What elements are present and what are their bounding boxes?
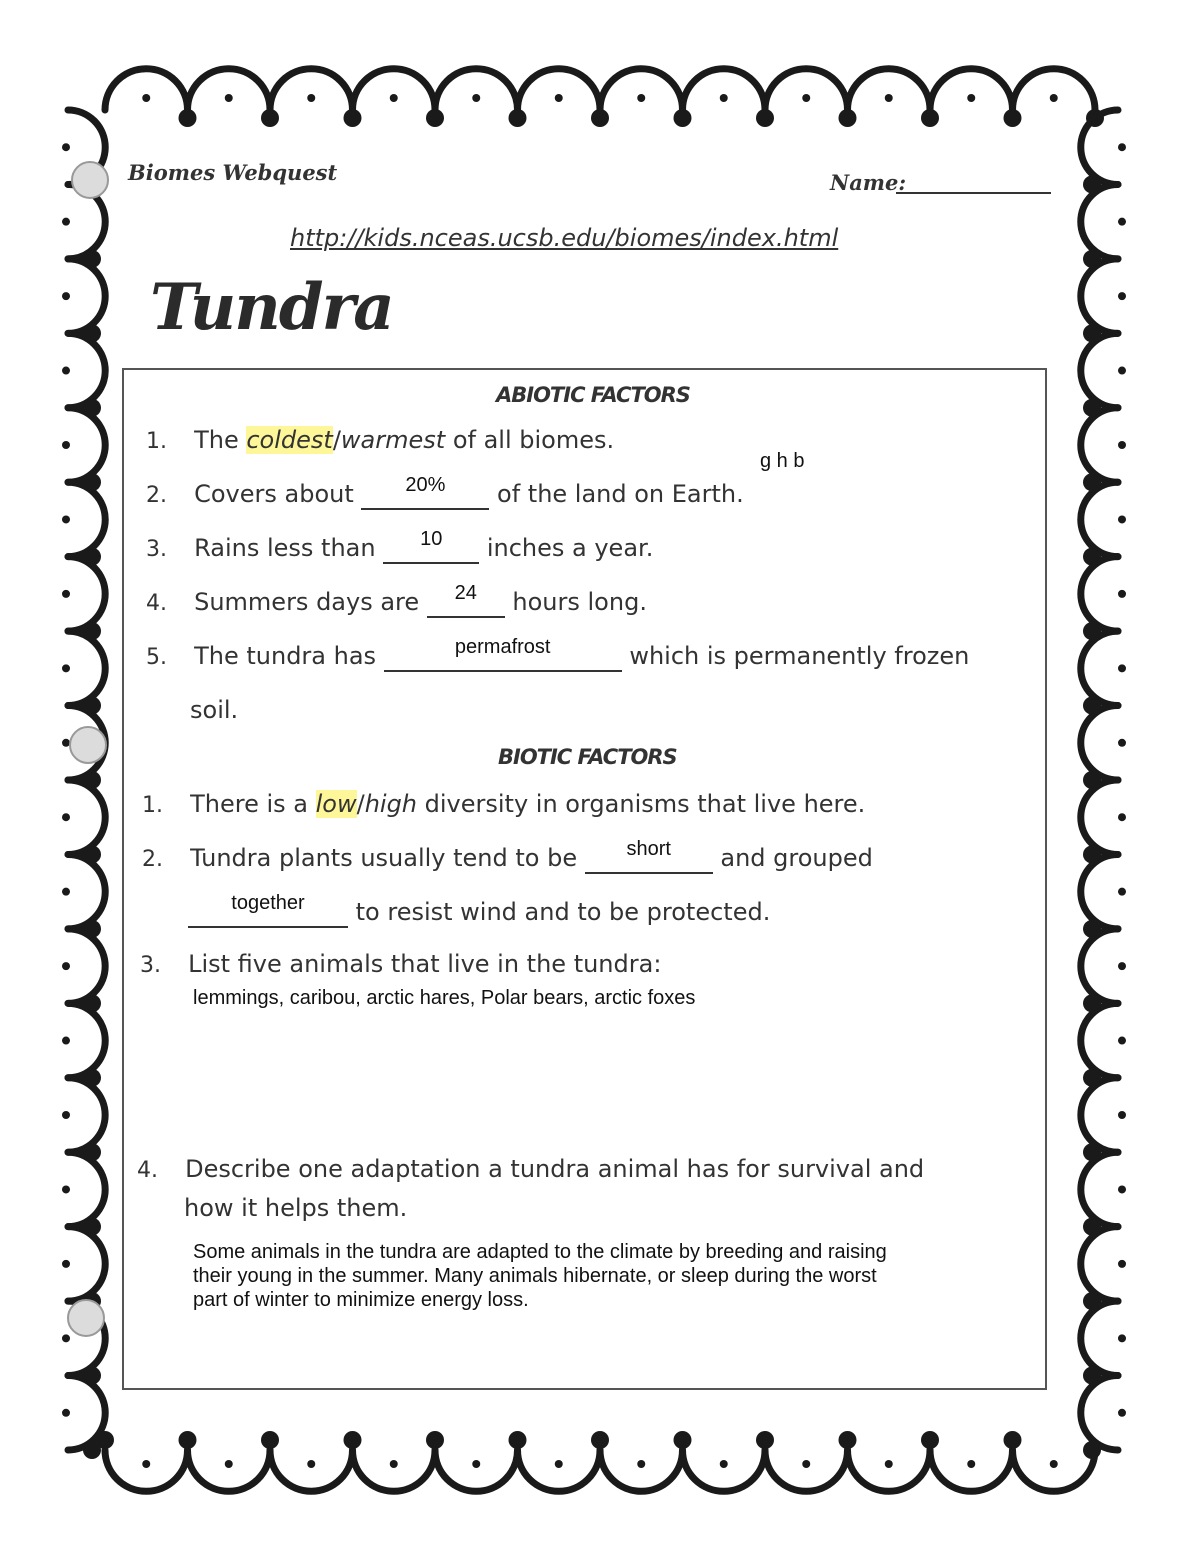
border-dot-icon bbox=[921, 1431, 939, 1449]
border-dot-icon bbox=[839, 109, 857, 127]
scallop-arc bbox=[848, 1450, 931, 1491]
scallop-arc bbox=[1081, 259, 1118, 333]
border-dot-icon bbox=[1083, 175, 1101, 193]
border-dot-icon bbox=[83, 399, 101, 417]
border-dot-icon bbox=[967, 1460, 975, 1468]
scallop-arc bbox=[600, 69, 683, 110]
scallop-arc bbox=[188, 69, 271, 110]
name-label: Name: bbox=[830, 170, 907, 195]
question-text bbox=[190, 838, 873, 872]
scallop-arc bbox=[930, 69, 1013, 110]
biotic-q4 bbox=[137, 1155, 924, 1183]
border-dot-icon bbox=[839, 1431, 857, 1449]
border-dot-icon bbox=[1083, 1292, 1101, 1310]
border-dot-icon bbox=[1118, 367, 1126, 375]
border-dot-icon bbox=[62, 1185, 70, 1193]
scallop-arc bbox=[68, 1152, 105, 1226]
scallop-arc bbox=[1081, 408, 1118, 482]
question-number: 3. bbox=[140, 953, 161, 978]
slash: / bbox=[356, 790, 365, 818]
scallop-arc bbox=[1081, 482, 1118, 556]
border-dot-icon bbox=[83, 324, 101, 342]
border-dot-icon bbox=[1118, 1037, 1126, 1045]
stray-typed-text: g h b bbox=[760, 450, 805, 472]
answer-text: 20% bbox=[405, 474, 446, 496]
biotic-heading: BIOTIC FACTORS bbox=[498, 745, 677, 769]
border-dot-icon bbox=[1083, 1218, 1101, 1236]
border-dot-icon bbox=[62, 292, 70, 300]
abiotic-q5 bbox=[146, 636, 970, 672]
answer-blank[interactable] bbox=[383, 528, 479, 564]
border-dot-icon bbox=[83, 845, 101, 863]
page-title: Tundra bbox=[150, 270, 393, 345]
answer-text: permafrost bbox=[454, 636, 551, 658]
scallop-arc bbox=[1013, 69, 1096, 110]
border-dot-icon bbox=[83, 473, 101, 491]
q-pre: The tundra has bbox=[194, 642, 384, 670]
scallop-arc bbox=[1081, 557, 1118, 631]
border-dot-icon bbox=[472, 1460, 480, 1468]
question-number: 2. bbox=[142, 847, 163, 872]
scallop-arc bbox=[1081, 631, 1118, 705]
border-dot-icon bbox=[472, 94, 480, 102]
scallop-arc bbox=[1081, 854, 1118, 928]
border-dot-icon bbox=[1083, 1143, 1101, 1161]
scallop-arc bbox=[68, 408, 105, 482]
border-dot-icon bbox=[62, 739, 70, 747]
scallop-arc bbox=[1081, 1152, 1118, 1226]
border-dot-icon bbox=[62, 1409, 70, 1417]
punch-hole-icon bbox=[72, 162, 108, 198]
border-dot-icon bbox=[921, 109, 939, 127]
punch-hole-icon bbox=[70, 727, 106, 763]
scallop-arc bbox=[68, 631, 105, 705]
border-dot-icon bbox=[1118, 962, 1126, 970]
border-dot-icon bbox=[885, 1460, 893, 1468]
scallop-arc bbox=[352, 69, 435, 110]
border-dot-icon bbox=[307, 94, 315, 102]
scallop-arc bbox=[68, 854, 105, 928]
option-warmest[interactable]: warmest bbox=[340, 426, 446, 454]
q-post: which is permanently frozen bbox=[621, 642, 970, 670]
border-dot-icon bbox=[1083, 771, 1101, 789]
biotic-q4-continued: how it helps them. bbox=[184, 1194, 408, 1222]
border-dot-icon bbox=[225, 94, 233, 102]
border-dot-icon bbox=[83, 622, 101, 640]
scallop-arc bbox=[518, 69, 601, 110]
border-dot-icon bbox=[1083, 473, 1101, 491]
question-text bbox=[194, 636, 970, 670]
border-dot-icon bbox=[83, 697, 101, 715]
q-post: diversity in organisms that live here. bbox=[417, 790, 866, 818]
border-dot-icon bbox=[720, 94, 728, 102]
answer-blank[interactable] bbox=[427, 582, 505, 618]
q-post: inches a year. bbox=[479, 534, 654, 562]
question-number: 3. bbox=[146, 537, 167, 562]
worksheet-header: Biomes Webquest bbox=[128, 160, 338, 185]
question-text bbox=[194, 426, 614, 454]
animals-answer[interactable]: lemmings, caribou, arctic hares, Polar bears, arctic foxes bbox=[193, 987, 696, 1009]
border-dot-icon bbox=[1118, 888, 1126, 896]
border-dot-icon bbox=[83, 1143, 101, 1161]
border-dot-icon bbox=[62, 1260, 70, 1268]
scallop-arc bbox=[68, 482, 105, 556]
border-dot-icon bbox=[1083, 697, 1101, 715]
border-dot-icon bbox=[261, 1431, 279, 1449]
border-dot-icon bbox=[509, 109, 527, 127]
border-dot-icon bbox=[62, 590, 70, 598]
abiotic-q5-continued: soil. bbox=[190, 696, 239, 724]
q-pre: The bbox=[194, 426, 247, 454]
scallop-arc bbox=[270, 69, 353, 110]
answer-blank[interactable] bbox=[188, 892, 348, 928]
border-dot-icon bbox=[1083, 994, 1101, 1012]
border-dot-icon bbox=[62, 441, 70, 449]
border-dot-icon bbox=[1118, 1409, 1126, 1417]
border-dot-icon bbox=[1083, 548, 1101, 566]
scallop-arc bbox=[435, 1450, 518, 1491]
border-dot-icon bbox=[344, 1431, 362, 1449]
border-dot-icon bbox=[62, 1037, 70, 1045]
border-dot-icon bbox=[756, 1431, 774, 1449]
border-dot-icon bbox=[62, 515, 70, 523]
scallop-arc bbox=[105, 1450, 188, 1491]
scallop-arc bbox=[1013, 1450, 1096, 1491]
q-post: of all biomes. bbox=[445, 426, 615, 454]
border-dot-icon bbox=[1083, 920, 1101, 938]
q-pre: Rains less than bbox=[194, 534, 384, 562]
resource-url[interactable]: http://kids.nceas.ucsb.edu/biomes/index.html bbox=[290, 224, 839, 252]
scallop-arc bbox=[68, 780, 105, 854]
scallop-arc bbox=[1081, 1078, 1118, 1152]
border-dot-icon bbox=[1083, 1367, 1101, 1385]
q-post: to resist wind and to be protected. bbox=[348, 898, 771, 926]
question-text bbox=[190, 790, 865, 818]
border-dot-icon bbox=[62, 367, 70, 375]
border-dot-icon bbox=[1050, 1460, 1058, 1468]
border-dot-icon bbox=[225, 1460, 233, 1468]
answer-text: short bbox=[626, 838, 671, 860]
border-dot-icon bbox=[426, 1431, 444, 1449]
scallop-arc bbox=[68, 557, 105, 631]
border-dot-icon bbox=[1083, 250, 1101, 268]
border-dot-icon bbox=[179, 109, 197, 127]
abiotic-q2 bbox=[146, 474, 744, 510]
question-text: List five animals that live in the tundra: bbox=[188, 950, 662, 978]
border-dot-icon bbox=[637, 94, 645, 102]
border-dot-icon bbox=[1118, 590, 1126, 598]
scallop-arc bbox=[765, 1450, 848, 1491]
border-dot-icon bbox=[62, 813, 70, 821]
border-dot-icon bbox=[591, 109, 609, 127]
border-dot-icon bbox=[555, 1460, 563, 1468]
border-dot-icon bbox=[62, 218, 70, 226]
border-dot-icon bbox=[1118, 292, 1126, 300]
scallop-arc bbox=[188, 1450, 271, 1491]
border-dot-icon bbox=[802, 94, 810, 102]
border-dot-icon bbox=[179, 1431, 197, 1449]
scallop-arc bbox=[930, 1450, 1013, 1491]
border-dot-icon bbox=[83, 1441, 101, 1459]
border-dot-icon bbox=[1083, 399, 1101, 417]
abiotic-q3 bbox=[146, 528, 654, 564]
selected-option-coldest[interactable]: coldest bbox=[246, 426, 333, 454]
border-dot-icon bbox=[1118, 441, 1126, 449]
border-dot-icon bbox=[261, 109, 279, 127]
border-dot-icon bbox=[1083, 1441, 1101, 1459]
biotic-q2-continued bbox=[188, 892, 771, 928]
border-dot-icon bbox=[62, 888, 70, 896]
border-dot-icon bbox=[307, 1460, 315, 1468]
border-dot-icon bbox=[1083, 324, 1101, 342]
border-dot-icon bbox=[637, 1460, 645, 1468]
border-dot-icon bbox=[83, 548, 101, 566]
border-dot-icon bbox=[674, 109, 692, 127]
border-dot-icon bbox=[1083, 622, 1101, 640]
q-pre: There is a bbox=[190, 790, 316, 818]
border-dot-icon bbox=[1118, 1334, 1126, 1342]
border-dot-icon bbox=[426, 109, 444, 127]
scallop-arc bbox=[518, 1450, 601, 1491]
border-dot-icon bbox=[967, 94, 975, 102]
border-dot-icon bbox=[62, 143, 70, 151]
scallop-arc bbox=[1081, 1227, 1118, 1301]
scallop-arc bbox=[1081, 929, 1118, 1003]
punch-hole-icon bbox=[68, 1300, 104, 1336]
question-text bbox=[194, 474, 744, 508]
biotic-q2 bbox=[142, 838, 873, 874]
name-field[interactable] bbox=[896, 192, 1051, 194]
answer-blank[interactable] bbox=[384, 636, 622, 672]
border-dot-icon bbox=[62, 664, 70, 672]
scallop-arc bbox=[848, 69, 931, 110]
border-dot-icon bbox=[1004, 109, 1022, 127]
abiotic-q1 bbox=[146, 426, 614, 454]
border-dot-icon bbox=[674, 1431, 692, 1449]
border-dot-icon bbox=[1118, 1260, 1126, 1268]
slash: / bbox=[332, 426, 341, 454]
border-dot-icon bbox=[1050, 94, 1058, 102]
scallop-arc bbox=[1081, 1003, 1118, 1077]
scallop-arc bbox=[683, 69, 766, 110]
border-dot-icon bbox=[1086, 109, 1104, 127]
selected-option-low[interactable]: low bbox=[315, 790, 357, 818]
border-dot-icon bbox=[1004, 1431, 1022, 1449]
scallop-arc bbox=[68, 259, 105, 333]
border-dot-icon bbox=[62, 1111, 70, 1119]
border-dot-icon bbox=[1118, 1111, 1126, 1119]
border-dot-icon bbox=[1118, 813, 1126, 821]
border-dot-icon bbox=[1118, 1185, 1126, 1193]
scallop-arc bbox=[765, 69, 848, 110]
scallop-arc bbox=[68, 1078, 105, 1152]
border-dot-icon bbox=[142, 1460, 150, 1468]
border-dot-icon bbox=[1083, 845, 1101, 863]
scallop-arc bbox=[1081, 1301, 1118, 1375]
border-dot-icon bbox=[1118, 218, 1126, 226]
border-dot-icon bbox=[802, 1460, 810, 1468]
question-number: 1. bbox=[142, 793, 163, 818]
scallop-arc bbox=[270, 1450, 353, 1491]
scallop-arc bbox=[1081, 333, 1118, 407]
scallop-arc bbox=[1081, 184, 1118, 258]
scallop-arc bbox=[1081, 706, 1118, 780]
border-dot-icon bbox=[62, 1334, 70, 1342]
scallop-arc bbox=[68, 333, 105, 407]
border-dot-icon bbox=[885, 94, 893, 102]
border-dot-icon bbox=[83, 1069, 101, 1087]
scallop-arc bbox=[600, 1450, 683, 1491]
question-number: 5. bbox=[146, 645, 167, 670]
biotic-q3 bbox=[140, 950, 661, 978]
option-high[interactable]: high bbox=[364, 790, 418, 818]
q-post: of the land on Earth. bbox=[489, 480, 744, 508]
answer-blank[interactable] bbox=[585, 838, 713, 874]
scallop-arc bbox=[352, 1450, 435, 1491]
question-number: 1. bbox=[146, 429, 167, 454]
answer-text: 24 bbox=[454, 582, 477, 604]
border-dot-icon bbox=[83, 1367, 101, 1385]
border-dot-icon bbox=[83, 1218, 101, 1236]
border-dot-icon bbox=[1118, 664, 1126, 672]
border-dot-icon bbox=[1118, 739, 1126, 747]
scallop-arc bbox=[68, 1003, 105, 1077]
scallop-arc bbox=[435, 69, 518, 110]
q-pre: Covers about bbox=[194, 480, 362, 508]
border-dot-icon bbox=[390, 1460, 398, 1468]
answer-text: together bbox=[231, 892, 305, 914]
answer-text: 10 bbox=[420, 528, 443, 550]
border-dot-icon bbox=[142, 94, 150, 102]
scallop-arc bbox=[1081, 1376, 1118, 1450]
scallop-arc bbox=[1081, 780, 1118, 854]
scallop-arc bbox=[683, 1450, 766, 1491]
border-dot-icon bbox=[83, 994, 101, 1012]
border-dot-icon bbox=[720, 1460, 728, 1468]
worksheet-box bbox=[122, 368, 1047, 1390]
abiotic-heading: ABIOTIC FACTORS bbox=[496, 383, 690, 407]
border-dot-icon bbox=[1118, 143, 1126, 151]
border-dot-icon bbox=[83, 250, 101, 268]
scallop-arc bbox=[68, 1227, 105, 1301]
q-pre: Summers days are bbox=[194, 588, 427, 616]
border-dot-icon bbox=[756, 109, 774, 127]
border-dot-icon bbox=[591, 1431, 609, 1449]
question-number: 4. bbox=[146, 591, 167, 616]
question-number: 2. bbox=[146, 483, 167, 508]
question-text: Describe one adaptation a tundra animal has for survival and bbox=[185, 1155, 925, 1183]
scallop-arc bbox=[68, 929, 105, 1003]
border-dot-icon bbox=[390, 94, 398, 102]
border-dot-icon bbox=[555, 94, 563, 102]
border-dot-icon bbox=[1118, 515, 1126, 523]
border-dot-icon bbox=[62, 962, 70, 970]
border-dot-icon bbox=[1083, 1069, 1101, 1087]
q-mid: and grouped bbox=[712, 844, 873, 872]
q-post: hours long. bbox=[504, 588, 647, 616]
abiotic-q4 bbox=[146, 582, 647, 618]
adaptation-answer[interactable]: Some animals in the tundra are adapted to the climate by breeding and raising their young in the summer. Many animals hibernate, or sleep during the worst part of winter to minimize energy loss. bbox=[193, 1241, 887, 1311]
border-dot-icon bbox=[83, 771, 101, 789]
answer-blank[interactable] bbox=[361, 474, 489, 510]
q-pre: Tundra plants usually tend to be bbox=[190, 844, 585, 872]
question-number: 4. bbox=[137, 1158, 158, 1183]
scallop-arc bbox=[105, 69, 188, 110]
question-text bbox=[194, 582, 647, 616]
question-text bbox=[194, 528, 654, 562]
border-dot-icon bbox=[509, 1431, 527, 1449]
border-dot-icon bbox=[83, 920, 101, 938]
biotic-q1 bbox=[142, 790, 865, 818]
border-dot-icon bbox=[344, 109, 362, 127]
